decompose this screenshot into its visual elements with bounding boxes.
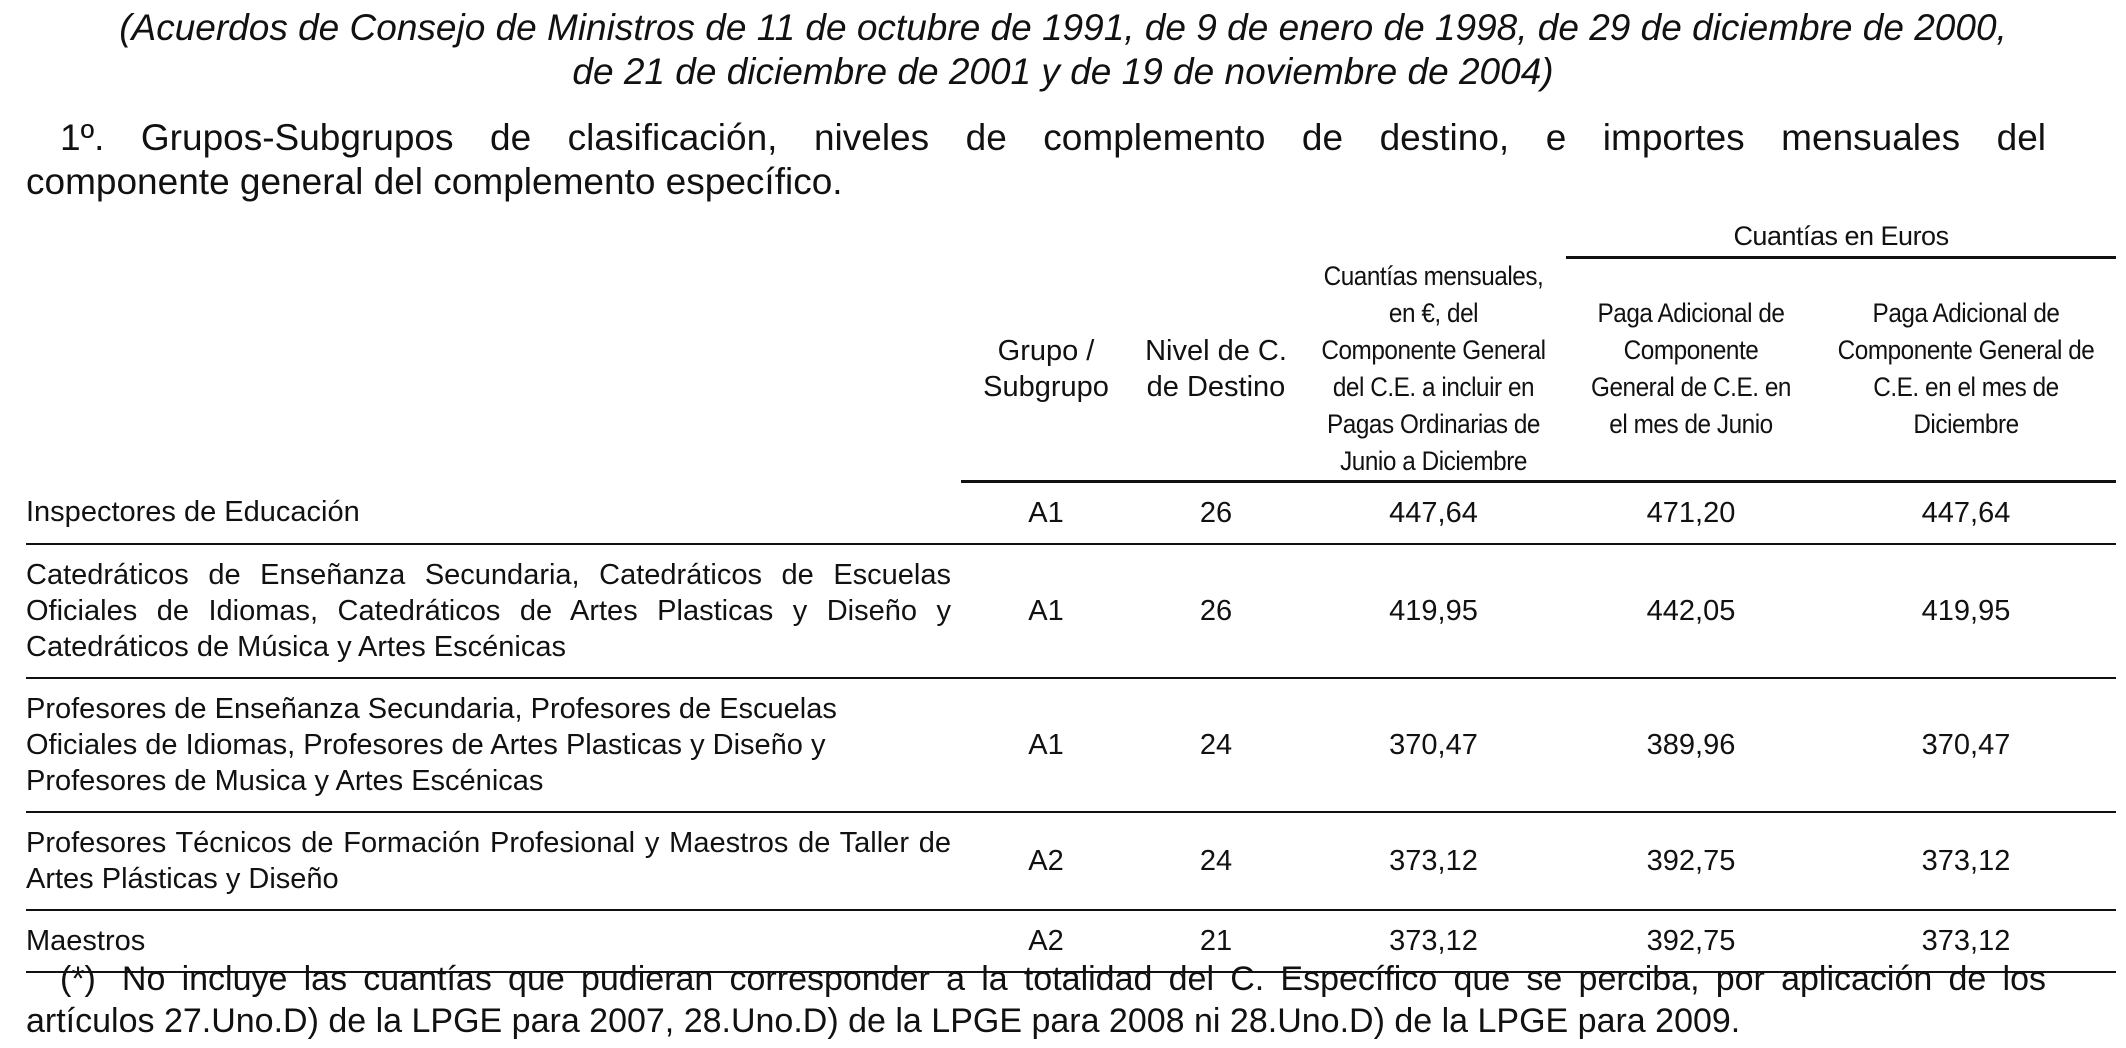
section-title-line-1: 1º. Grupos-Subgrupos de clasificación, niveles de complemento de destino, e importes mensuales del — [60, 117, 2046, 158]
grupo-column-header — [961, 258, 1131, 482]
heading-line-2: de 21 de diciembre de 2001 y de 19 de noviembre de 2004) — [572, 51, 1554, 92]
row-diciembre: 447,64 — [1816, 481, 2116, 544]
row-nivel: 26 — [1131, 481, 1301, 544]
mensual-header-text: Cuantías mensuales, en €, del Componente General del C.E. a incluir en Pagas Ordinarias de Junio a Diciembre — [1321, 260, 1546, 476]
section-title — [26, 116, 2046, 204]
diciembre-column-header — [1816, 258, 2116, 482]
row-description: Profesores de Enseñanza Secundaria, Profesores de Escuelas Oficiales de Idiomas, Profesores de Artes Plasticas y Diseño y Profesores de Musica y Artes Escénicas — [26, 678, 961, 812]
row-description: Maestros — [26, 910, 961, 972]
row-junio: 389,96 — [1566, 678, 1816, 812]
nivel-column-header — [1131, 258, 1301, 482]
description-column-header — [26, 258, 961, 482]
footnote-line-2: artículos 27.Uno.D) de la LPGE para 2007, 28.Uno.D) de la LPGE para 2008 ni 28.Uno.D) de la LPGE para 2009. — [26, 1002, 1741, 1040]
heading-line-1: (Acuerdos de Consejo de Ministros de 11 de octubre de 1991, de 9 de enero de 1998, de 29 de diciembre de 2000, — [119, 7, 2007, 48]
nivel-header-text: Nivel de C. de Destino — [1145, 334, 1287, 403]
row-grupo: A2 — [961, 910, 1131, 972]
table-row — [26, 544, 2116, 678]
row-nivel: 21 — [1131, 910, 1301, 972]
row-mensual: 373,12 — [1301, 910, 1566, 972]
mensual-column-header — [1301, 258, 1566, 482]
row-grupo: A1 — [961, 678, 1131, 812]
row-grupo: A1 — [961, 544, 1131, 678]
column-header-row — [26, 258, 2116, 482]
footnote-mark: (*) — [60, 960, 96, 998]
row-grupo: A2 — [961, 812, 1131, 910]
row-junio: 392,75 — [1566, 910, 1816, 972]
footnote — [26, 958, 2046, 1042]
grupo-header-text: Grupo / Subgrupo — [983, 334, 1109, 403]
row-junio: 471,20 — [1566, 481, 1816, 544]
row-description: Profesores Técnicos de Formación Profesional y Maestros de Taller de Artes Plásticas y Diseño — [26, 812, 961, 910]
junio-column-header — [1566, 258, 1816, 482]
row-junio: 442,05 — [1566, 544, 1816, 678]
row-description: Catedráticos de Enseñanza Secundaria, Catedráticos de Escuelas Oficiales de Idiomas, Catedráticos de Artes Plasticas y Diseño y Catedráticos de Música y Artes Escénicas — [26, 544, 961, 678]
row-diciembre: 373,12 — [1816, 910, 2116, 972]
row-diciembre: 370,47 — [1816, 678, 2116, 812]
agreements-heading — [0, 6, 2126, 94]
row-mensual: 373,12 — [1301, 812, 1566, 910]
table-row — [26, 812, 2116, 910]
table-row — [26, 481, 2116, 544]
row-nivel: 26 — [1131, 544, 1301, 678]
footnote-line-1-text: No incluye las cuantías que pudieran corresponder a la totalidad del C. Específico que se perciba, por aplicación de los — [121, 960, 2046, 998]
row-grupo: A1 — [961, 481, 1131, 544]
group-header-row — [26, 216, 2116, 258]
salary-table — [26, 216, 2116, 973]
row-diciembre: 419,95 — [1816, 544, 2116, 678]
row-junio: 392,75 — [1566, 812, 1816, 910]
row-mensual: 370,47 — [1301, 678, 1566, 812]
row-diciembre: 373,12 — [1816, 812, 2116, 910]
row-mensual: 447,64 — [1301, 481, 1566, 544]
row-nivel: 24 — [1131, 812, 1301, 910]
row-description: Inspectores de Educación — [26, 481, 961, 544]
junio-header-text: Paga Adicional de Componente General de C.E. en el mes de Junio — [1591, 298, 1791, 440]
salary-table-wrapper — [26, 216, 2116, 973]
diciembre-header-text: Paga Adicional de Componente General de C.E. en el mes de Diciembre — [1837, 298, 2095, 440]
euros-group-header: Cuantías en Euros — [1566, 216, 2116, 258]
row-mensual: 419,95 — [1301, 544, 1566, 678]
group-header-spacer — [26, 216, 1566, 258]
row-nivel: 24 — [1131, 678, 1301, 812]
footnote-line-1 — [26, 958, 2046, 1000]
section-title-line-2: componente general del complemento específico. — [26, 161, 843, 202]
table-row — [26, 678, 2116, 812]
